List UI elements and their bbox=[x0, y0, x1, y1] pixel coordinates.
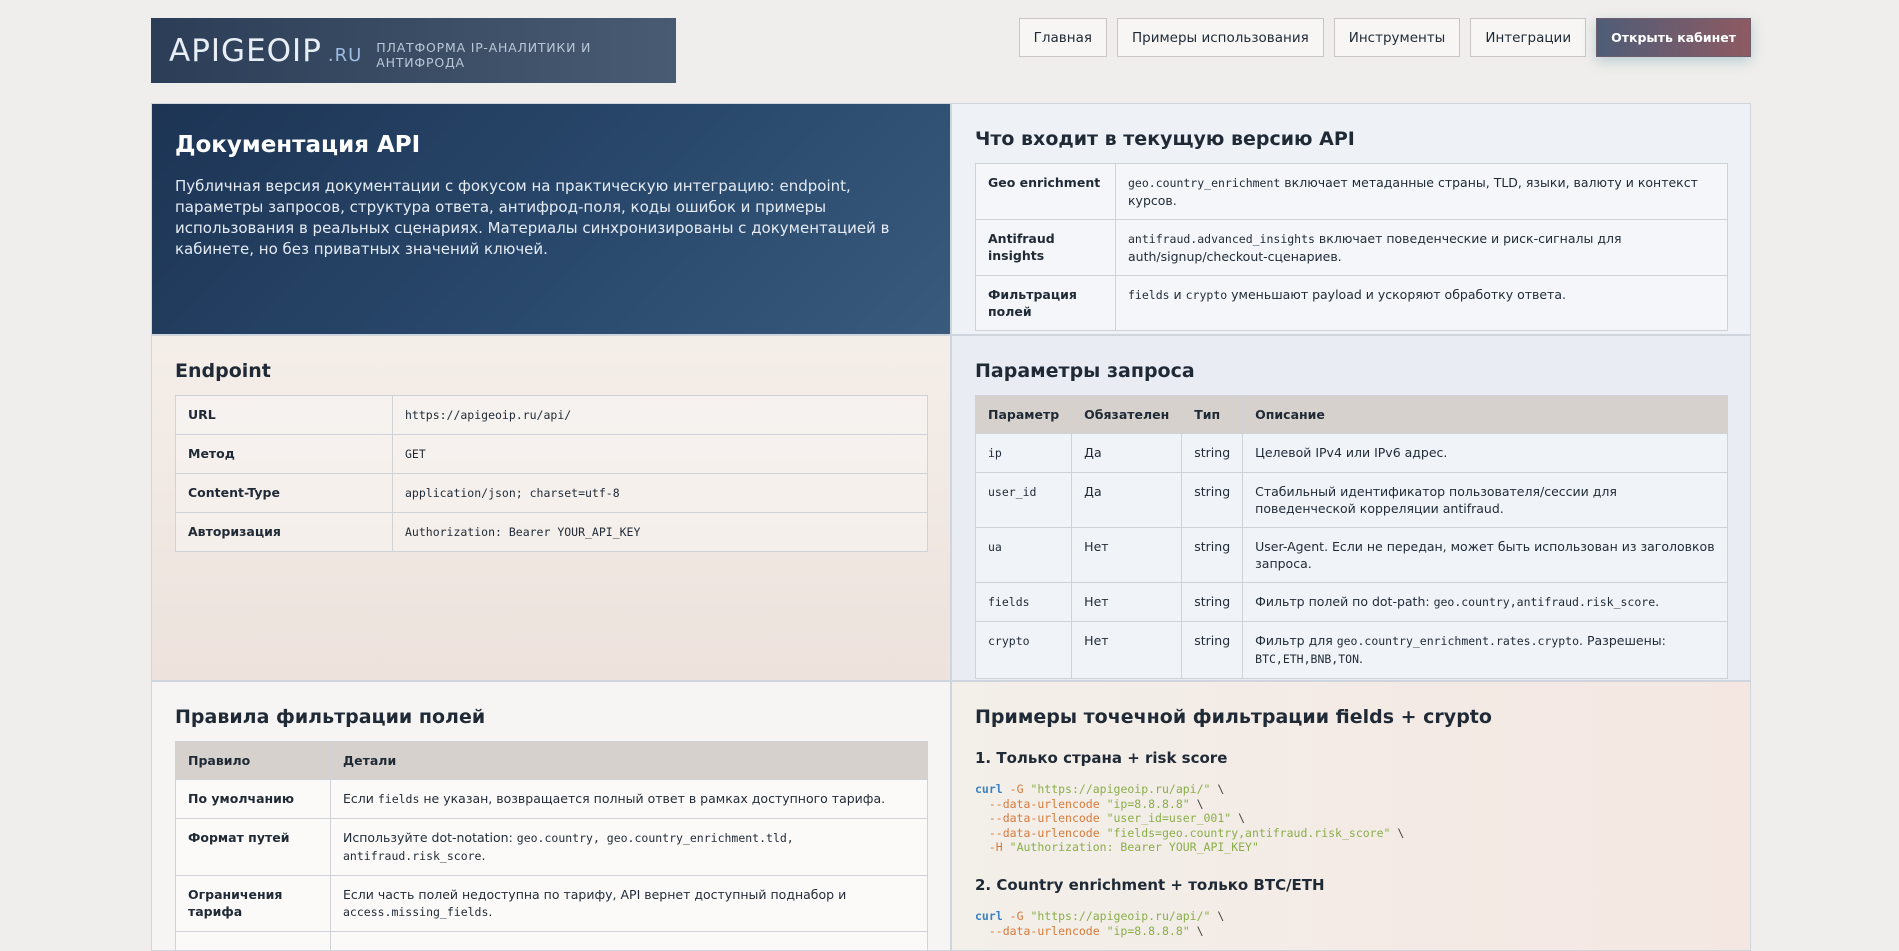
param-name: user_id bbox=[976, 473, 1072, 528]
nav-home-button[interactable]: Главная bbox=[1019, 18, 1107, 57]
column-header: Обязателен bbox=[1072, 396, 1182, 434]
endpoint-value: application/json; charset=utf-8 bbox=[393, 474, 928, 513]
table-row bbox=[976, 434, 1728, 473]
params-panel bbox=[951, 335, 1751, 681]
endpoint-value: Authorization: Bearer YOUR_API_KEY bbox=[393, 513, 928, 552]
param-description: Целевой IPv4 или IPv6 адрес. bbox=[1243, 434, 1728, 473]
table-row bbox=[176, 435, 928, 474]
rule-key: По умолчанию bbox=[176, 780, 331, 819]
param-name: ua bbox=[976, 528, 1072, 583]
table-header-row bbox=[976, 396, 1728, 434]
param-required: Да bbox=[1072, 473, 1182, 528]
table-row bbox=[976, 622, 1728, 679]
version-detail: geo.country_enrichment включает метаданные страны, TLD, языки, валюту и контекст курсов. bbox=[1116, 164, 1728, 220]
params-title: Параметры запроса bbox=[975, 360, 1195, 382]
rule-key: Ограничения тарифа bbox=[176, 876, 331, 932]
param-name: fields bbox=[976, 583, 1072, 622]
table-row bbox=[176, 474, 928, 513]
rule-detail: Если часть полей недоступна по тарифу, API вернет доступный поднабор и access.missing_fields. bbox=[331, 876, 928, 932]
column-header: Правило bbox=[176, 742, 331, 780]
endpoint-key: Метод bbox=[176, 435, 393, 474]
rule-key bbox=[176, 932, 331, 951]
param-description: Стабильный идентификатор пользователя/сессии для поведенческой корреляции antifraud. bbox=[1243, 473, 1728, 528]
example-2-title: 2. Country enrichment + только BTC/ETH bbox=[975, 876, 1325, 894]
column-header: Детали bbox=[331, 742, 928, 780]
rule-detail: Используйте dot-notation: geo.country, geo.country_enrichment.tld, antifraud.risk_score. bbox=[331, 819, 928, 876]
endpoint-value: https://apigeoip.ru/api/ bbox=[393, 396, 928, 435]
version-detail: antifraud.advanced_insights включает поведенческие и риск-сигналы для auth/signup/checkout-сценариев. bbox=[1116, 220, 1728, 276]
endpoint-panel bbox=[151, 335, 951, 681]
param-type: string bbox=[1182, 528, 1243, 583]
version-detail: fields и crypto уменьшают payload и ускоряют обработку ответа. bbox=[1116, 276, 1728, 331]
column-header: Описание bbox=[1243, 396, 1728, 434]
examples-panel bbox=[951, 681, 1751, 951]
version-key: Фильтрация полей bbox=[976, 276, 1116, 331]
rules-table bbox=[175, 741, 928, 951]
rule-detail bbox=[331, 932, 928, 951]
param-required: Да bbox=[1072, 434, 1182, 473]
example-2-code[interactable]: curl -G "https://apigeoip.ru/api/" \ --data-urlencode "ip=8.8.8.8" \ bbox=[975, 909, 1224, 938]
example-1-code[interactable]: curl -G "https://apigeoip.ru/api/" \ --data-urlencode "ip=8.8.8.8" \ --data-urlencode "user_id=user_001" \ --data-urlencode "fields=geo.country,antifraud.risk_score" \ -H "Authorization: Bearer YOUR_API_KEY" bbox=[975, 782, 1404, 855]
example-1-title: 1. Только страна + risk score bbox=[975, 749, 1227, 767]
param-description: Фильтр полей по dot-path: geo.country,antifraud.risk_score. bbox=[1243, 583, 1728, 622]
table-row bbox=[976, 528, 1728, 583]
page-title: Документация API bbox=[175, 132, 420, 158]
endpoint-key: Авторизация bbox=[176, 513, 393, 552]
nav-integrations-button[interactable]: Интеграции bbox=[1470, 18, 1586, 57]
endpoint-table bbox=[175, 395, 928, 552]
param-required: Нет bbox=[1072, 583, 1182, 622]
table-row bbox=[176, 819, 928, 876]
endpoint-key: Content-Type bbox=[176, 474, 393, 513]
table-row bbox=[976, 583, 1728, 622]
table-row bbox=[176, 780, 928, 819]
version-title: Что входит в текущую версию API bbox=[975, 128, 1355, 150]
param-type: string bbox=[1182, 473, 1243, 528]
table-row bbox=[976, 164, 1728, 220]
rule-detail: Если fields не указан, возвращается полный ответ в рамках доступного тарифа. bbox=[331, 780, 928, 819]
table-row bbox=[176, 876, 928, 932]
logo-wordmark: APIGEOIP bbox=[169, 33, 322, 69]
param-description: User-Agent. Если не передан, может быть использован из заголовков запроса. bbox=[1243, 528, 1728, 583]
main-nav bbox=[1019, 18, 1751, 57]
nav-examples-button[interactable]: Примеры использования bbox=[1117, 18, 1324, 57]
table-row bbox=[176, 513, 928, 552]
table-row bbox=[176, 932, 928, 951]
param-description: Фильтр для geo.country_enrichment.rates.crypto. Разрешены: BTC,ETH,BNB,TON. bbox=[1243, 622, 1728, 679]
column-header: Тип bbox=[1182, 396, 1243, 434]
endpoint-value: GET bbox=[393, 435, 928, 474]
param-name: ip bbox=[976, 434, 1072, 473]
endpoint-title: Endpoint bbox=[175, 360, 271, 382]
logo-domain: .RU bbox=[328, 45, 362, 66]
open-cabinet-button[interactable]: Открыть кабинет bbox=[1596, 18, 1751, 57]
rules-panel bbox=[151, 681, 951, 951]
param-type: string bbox=[1182, 434, 1243, 473]
version-panel bbox=[951, 103, 1751, 335]
version-table bbox=[975, 163, 1728, 331]
version-key: Geo enrichment bbox=[976, 164, 1116, 220]
endpoint-key: URL bbox=[176, 396, 393, 435]
param-name: crypto bbox=[976, 622, 1072, 679]
hero-panel bbox=[151, 103, 951, 335]
params-table bbox=[975, 395, 1728, 679]
param-required: Нет bbox=[1072, 528, 1182, 583]
table-header-row bbox=[176, 742, 928, 780]
logo[interactable] bbox=[151, 18, 676, 83]
param-type: string bbox=[1182, 583, 1243, 622]
logo-tagline: ПЛАТФОРМА IP-АНАЛИТИКИ И АНТИФРОДА bbox=[376, 40, 676, 70]
column-header: Параметр bbox=[976, 396, 1072, 434]
param-required: Нет bbox=[1072, 622, 1182, 679]
table-row bbox=[976, 473, 1728, 528]
site-header bbox=[151, 18, 1751, 84]
hero-description: Публичная версия документации с фокусом на практическую интеграцию: endpoint, параметры запросов, структура ответа, антифрод-поля, коды ошибок и примеры использования в реальных сценариях. Материалы синхронизированы с документацией в кабинете, но без приватных значений ключей. bbox=[175, 176, 915, 260]
rules-title: Правила фильтрации полей bbox=[175, 706, 485, 728]
examples-title: Примеры точечной фильтрации fields + crypto bbox=[975, 706, 1492, 728]
nav-tools-button[interactable]: Инструменты bbox=[1334, 18, 1461, 57]
rule-key: Формат путей bbox=[176, 819, 331, 876]
param-type: string bbox=[1182, 622, 1243, 679]
version-key: Antifraud insights bbox=[976, 220, 1116, 276]
table-row bbox=[176, 396, 928, 435]
table-row bbox=[976, 220, 1728, 276]
table-row bbox=[976, 276, 1728, 331]
